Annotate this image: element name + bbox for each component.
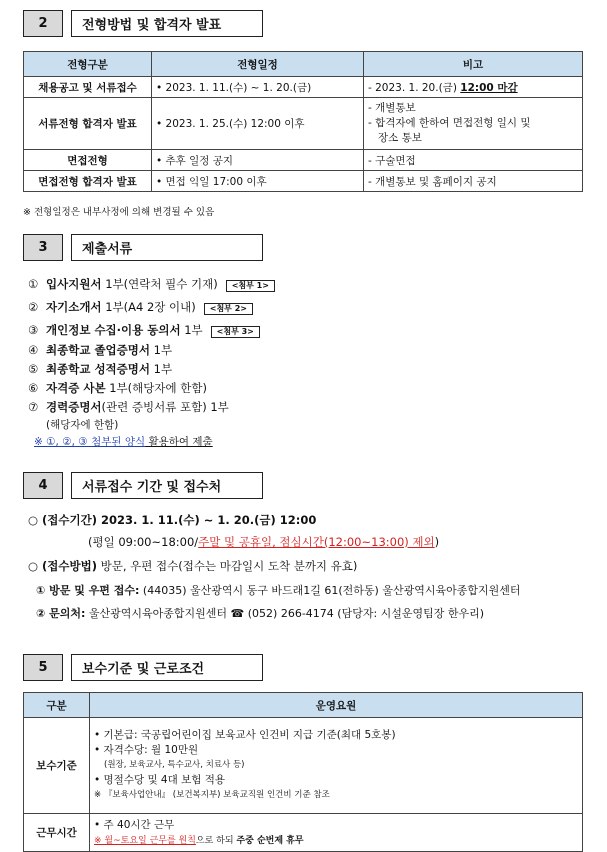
pay-line: (원장, 보육교사, 특수교사, 치료사 등)	[104, 760, 245, 770]
work-note-bold: 주중 순번제 휴무	[236, 835, 304, 846]
item-name: 개인정보 수집·이용 동의서	[46, 323, 181, 337]
item-name: 최종학교 졸업증명서	[46, 343, 150, 357]
row-type: 서류전형 합격자 발표	[24, 98, 152, 150]
row-type: 채용공고 및 서류접수	[24, 77, 152, 98]
schedule-note: ※ 전형일정은 내부사정에 의해 변경될 수 있음	[23, 207, 215, 218]
row-remark	[364, 77, 583, 98]
section-4-header	[23, 472, 263, 499]
item-name: 경력증명서	[46, 400, 102, 414]
row-type: 면접전형	[24, 150, 152, 171]
attachment-tag: <첨부 2>	[204, 303, 253, 315]
item-number: ②	[28, 300, 39, 314]
pay-details	[90, 718, 583, 814]
item-detail: 1부	[149, 362, 173, 376]
item-number: ④	[28, 343, 39, 357]
section-number: 3	[23, 234, 63, 261]
method-text: 방문, 우편 접수(접수는 마감일시 도착 분까지 유효)	[97, 559, 358, 573]
work-note	[94, 833, 578, 849]
method-label: ○ (접수방법)	[28, 559, 97, 573]
remark-text: - 2023. 1. 20.(금)	[368, 81, 461, 94]
document-item	[28, 299, 253, 315]
document-item	[28, 399, 229, 415]
row-schedule: • 2023. 1. 25.(수) 12:00 이후	[152, 98, 364, 150]
document-item	[28, 342, 172, 358]
col-header: 운영요원	[90, 693, 583, 718]
col-header: 비고	[364, 52, 583, 77]
hours-text: (평일 09:00~18:00/	[88, 535, 199, 549]
item-name: 자기소개서	[46, 300, 102, 314]
work-line: • 주 40시간 근무	[94, 818, 175, 831]
pay-line: • 자격수당: 월 10만원	[94, 744, 199, 756]
pay-line: • 명절수당 및 4대 보험 적용	[94, 774, 225, 786]
conditions-table	[23, 692, 583, 852]
document-item	[28, 322, 260, 338]
section-title: 서류접수 기간 및 접수처	[71, 472, 263, 499]
row-remark: - 구술면접	[364, 150, 583, 171]
item-number: ⑤	[28, 362, 39, 376]
section-title: 제출서류	[71, 234, 263, 261]
section-number: 2	[23, 10, 63, 37]
period-hours	[88, 534, 439, 550]
section-2-header	[23, 10, 263, 37]
col-header: 전형일정	[152, 52, 364, 77]
method-line	[28, 558, 357, 574]
work-details	[90, 814, 583, 852]
item-detail: 1부(A4 2장 이내)	[101, 300, 196, 314]
row-schedule: • 2023. 1. 11.(수) ~ 1. 20.(금)	[152, 77, 364, 98]
schedule-table	[23, 51, 583, 192]
document-item	[28, 276, 275, 292]
work-note-red: ※ 월~토요일 근무를 원칙	[94, 835, 196, 846]
item-detail: 1부	[149, 343, 173, 357]
section-title: 보수기준 및 근로조건	[71, 654, 263, 681]
row-schedule: • 추후 일정 공지	[152, 150, 364, 171]
item-detail: 1부(연락처 필수 기재)	[101, 277, 218, 291]
pay-line: ※ 『보육사업안내』 (보건복지부) 보육교직원 인건비 기준 참조	[94, 790, 330, 800]
item-detail: 1부	[180, 323, 203, 337]
remark-line: - 합격자에 한하여 면접전형 일시 및	[368, 117, 531, 129]
section-number: 4	[23, 472, 63, 499]
remark-line: 장소 통보	[378, 132, 422, 144]
section-number: 5	[23, 654, 63, 681]
deadline-text: 12:00 마감	[460, 81, 518, 94]
item-number: ③	[28, 323, 39, 337]
item-name: 입사지원서	[46, 277, 102, 291]
item-name: 자격증 사본	[46, 381, 106, 395]
col-header: 전형구분	[24, 52, 152, 77]
row-schedule: • 면접 익일 17:00 이후	[152, 171, 364, 192]
item-number: ⑦	[28, 400, 39, 414]
row-remark	[364, 98, 583, 150]
visit-address: (44035) 울산광역시 동구 바드래1길 61(전하동) 울산광역시육아종합지원센터	[139, 584, 521, 597]
contact-info: 울산광역시육아종합지원센터 ☎ (052) 266-4174 (담당자: 시설운영팀장 한우리)	[85, 607, 485, 620]
item-number: ⑥	[28, 381, 39, 395]
visit-line	[36, 582, 520, 598]
section-3-header	[23, 234, 263, 261]
document-item	[28, 380, 207, 396]
col-header: 구분	[24, 693, 90, 718]
contact-line	[36, 605, 484, 621]
hours-close: )	[434, 535, 440, 549]
visit-label: ① 방문 및 우편 접수:	[36, 584, 140, 597]
item-detail: 1부(해당자에 한함)	[105, 381, 207, 395]
item-detail: (관련 증빙서류 포함) 1부	[101, 400, 229, 414]
row-remark: - 개별통보 및 홈페이지 공지	[364, 171, 583, 192]
work-label: 근무시간	[24, 814, 90, 852]
document-item	[28, 361, 172, 377]
note-text: 활용하여 제출	[145, 436, 213, 448]
item-continuation: (해당자에 한함)	[46, 419, 119, 431]
remark-line: - 개별통보	[368, 102, 416, 114]
work-note-text: 으로 하되	[195, 835, 237, 846]
row-type: 면접전형 합격자 발표	[24, 171, 152, 192]
excluded-hours: 주말 및 공휴일, 점심시간(12:00~13:00) 제외	[198, 535, 435, 549]
section-5-header	[23, 654, 263, 681]
period-line: ○ (접수기간) 2023. 1. 11.(수) ~ 1. 20.(금) 12:00	[28, 513, 317, 527]
pay-label: 보수기준	[24, 718, 90, 814]
attachment-tag: <첨부 1>	[226, 280, 275, 292]
attachment-note	[34, 434, 213, 449]
item-number: ①	[28, 277, 39, 291]
contact-label: ② 문의처:	[36, 607, 86, 620]
attachment-tag: <첨부 3>	[211, 326, 260, 338]
item-name: 최종학교 성적증명서	[46, 362, 150, 376]
pay-line: • 기본급: 국공립어린이집 보육교사 인건비 지급 기준(최대 5호봉)	[94, 729, 396, 741]
section-title: 전형방법 및 합격자 발표	[71, 10, 263, 37]
attachment-link[interactable]: ※ ①, ②, ③ 첨부된 양식	[34, 436, 146, 448]
